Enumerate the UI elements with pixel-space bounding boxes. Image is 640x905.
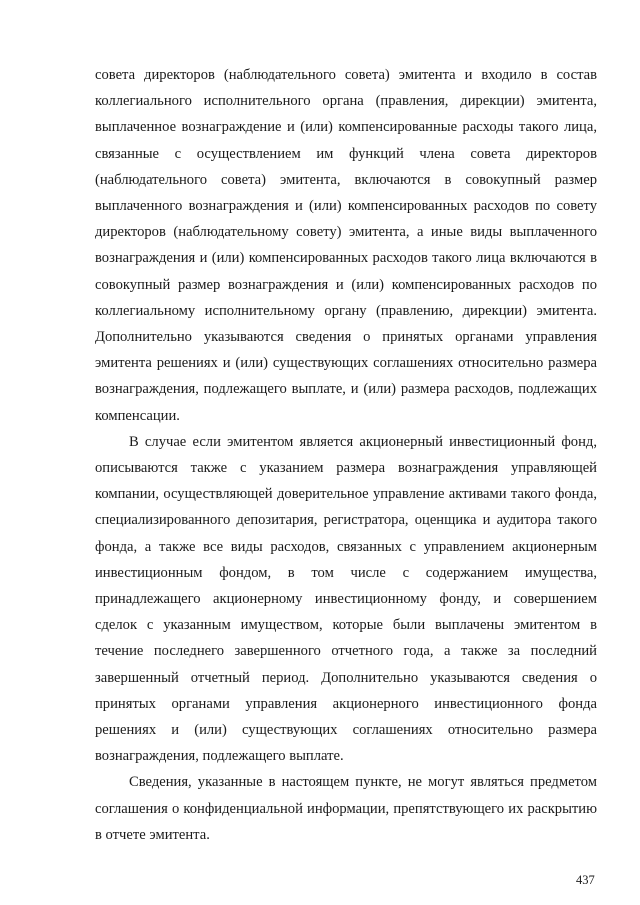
paragraph-confidentiality: Сведения, указанные в настоящем пункте, не могут являться предметом соглашения о конфиденциальной информации, препятствующего их раскрытию в отчете эмитента. xyxy=(95,774,597,843)
page-number: 437 xyxy=(576,873,595,887)
paragraph-investment-fund: В случае если эмитентом является акционерный инвестиционный фонд, описываются также с указанием размера вознаграждения управляющей компании, осуществляющей доверительное управление активами такого фонда, специализированного депозитария, регистратора, оценщика и аудитора такого фонда, а также все виды расходов, связанных с управлением акционерным инвестиционным фондом, в том числе с содержанием имущества, принадлежащего акционерному инвестиционному фонду, и совершением сделок с указанным имуществом, которые были выплачены эмитентом в течение последнего завершенного отчетного года, а также за последний завершенный отчетный период. Дополнительно указываются сведения о принятых органами управления акционерного инвестиционного фонда решениях и (или) существующих соглашениях относительно размера вознаграждения, подлежащего выплате. xyxy=(95,433,597,765)
document-body xyxy=(95,62,597,848)
paragraph-continuation: совета директоров (наблюдательного совета) эмитента и входило в состав коллегиального исполнительного органа (правления, дирекции) эмитента, выплаченное вознаграждение и (или) компенсированные расходы такого лица, связанные с осуществлением им функций члена совета директоров (наблюдательного совета) эмитента, включаются в совокупный размер выплаченного вознаграждения и (или) компенсированных расходов по совету директоров (наблюдательному совету) эмитента, а иные виды выплаченного вознаграждения и (или) компенсированных расходов такого лица включаются в совокупный размер вознаграждения и (или) компенсированных расходов по коллегиальному исполнительному органу (правлению, дирекции) эмитента. Дополнительно указываются сведения о принятых органами управления эмитента решениях и (или) существующих соглашениях относительно размера вознаграждения, подлежащего выплате, и (или) размера расходов, подлежащих компенсации. xyxy=(95,67,597,424)
